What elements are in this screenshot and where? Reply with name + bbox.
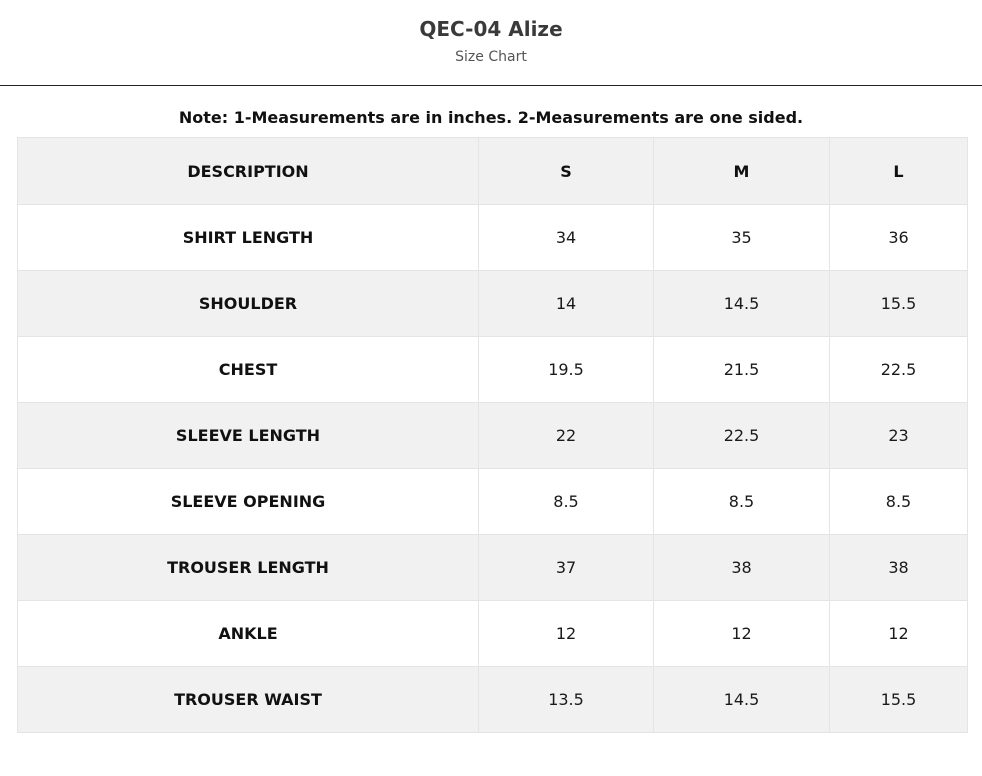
cell-m: 8.5 [654,469,830,535]
cell-s: 19.5 [479,337,654,403]
table-row [18,337,968,403]
table-row [18,601,968,667]
page-subtitle: Size Chart [455,49,527,65]
table-row [18,205,968,271]
cell-m: 14.5 [654,271,830,337]
page-title: QEC-04 Alize [419,17,563,41]
table-row [18,403,968,469]
cell-s: 37 [479,535,654,601]
table-row [18,667,968,733]
row-label: SLEEVE LENGTH [18,403,479,469]
cell-s: 14 [479,271,654,337]
cell-l: 22.5 [830,337,968,403]
column-header-l: L [830,138,968,205]
size-table [17,137,968,733]
measurement-note: Note: 1-Measurements are in inches. 2-Measurements are one sided. [178,108,804,127]
cell-l: 23 [830,403,968,469]
cell-l: 38 [830,535,968,601]
cell-s: 13.5 [479,667,654,733]
column-header-m: M [654,138,830,205]
column-header-s: S [479,138,654,205]
row-label: ANKLE [18,601,479,667]
cell-m: 14.5 [654,667,830,733]
cell-l: 12 [830,601,968,667]
table-row [18,535,968,601]
table-header-row [18,138,968,205]
cell-m: 12 [654,601,830,667]
row-label: SHOULDER [18,271,479,337]
cell-l: 15.5 [830,667,968,733]
row-label: TROUSER LENGTH [18,535,479,601]
column-header-description: DESCRIPTION [18,138,479,205]
row-label: SLEEVE OPENING [18,469,479,535]
cell-s: 22 [479,403,654,469]
cell-s: 12 [479,601,654,667]
cell-m: 22.5 [654,403,830,469]
cell-l: 15.5 [830,271,968,337]
cell-m: 38 [654,535,830,601]
row-label: CHEST [18,337,479,403]
row-label: TROUSER WAIST [18,667,479,733]
cell-s: 34 [479,205,654,271]
cell-l: 36 [830,205,968,271]
table-row [18,271,968,337]
cell-s: 8.5 [479,469,654,535]
cell-m: 21.5 [654,337,830,403]
row-label: SHIRT LENGTH [18,205,479,271]
cell-l: 8.5 [830,469,968,535]
size-chart-header [0,0,982,86]
table-row [18,469,968,535]
cell-m: 35 [654,205,830,271]
